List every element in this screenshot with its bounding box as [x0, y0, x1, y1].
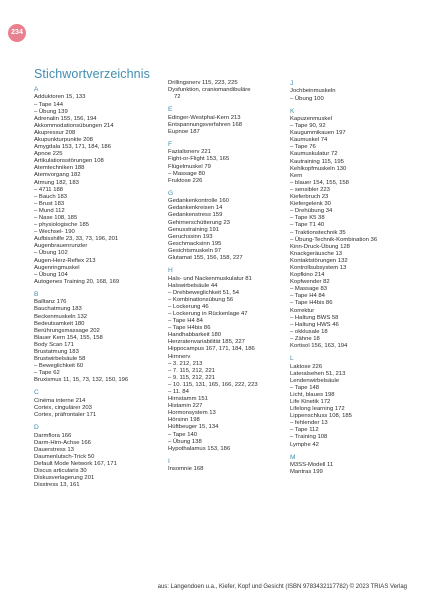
- index-entry: – 3. 212, 213: [168, 360, 203, 367]
- index-entry: Hippocampus 167, 171, 184, 186: [168, 346, 255, 353]
- index-letter-heading: B: [34, 290, 39, 298]
- index-entry: Mantras 199: [290, 469, 323, 476]
- index-entry: – Tape 112: [290, 427, 319, 434]
- source-footer: aus: Langendoen u.a., Kiefer, Kopf und Gesicht (ISBN 9783432117782) © 2023 TRIAS Verlag: [157, 584, 407, 590]
- index-entry: Gedankenkontrolle 160: [168, 198, 229, 205]
- index-entry: Adrenalin 155, 156, 194: [34, 115, 97, 122]
- index-entry: Kortisol 156, 163, 194: [290, 343, 348, 349]
- index-entry: – Training 108: [290, 434, 328, 441]
- index-entry: Kaumuskel 74: [290, 137, 328, 144]
- index-entry: Cortex, cingulärer 203: [34, 404, 92, 411]
- index-letter-heading: L: [290, 355, 294, 363]
- index-entry: Amygdala 153, 171, 184, 186: [34, 144, 111, 151]
- index-entry: Geschmacksinn 195: [168, 240, 222, 247]
- index-entry: Berührungsmassage 202: [34, 327, 100, 334]
- index-entry: Brustatmung 183: [34, 349, 79, 355]
- index-entry: Adduktoren 15, 133: [34, 94, 86, 101]
- index-entry: Kopfwender 82: [290, 279, 330, 286]
- index-entry: Knackgeräusche 13: [290, 250, 343, 257]
- index-entry: – Tape 144: [34, 101, 64, 108]
- index-entry: Glutamat 155, 156, 158, 227: [168, 255, 243, 261]
- index-entry: Edinger-Westphal-Kern 213: [168, 114, 241, 121]
- index-entry: – 9. 115, 212, 221: [168, 374, 216, 381]
- index-entry: Drillingsnerv 115, 223, 225: [168, 80, 238, 86]
- index-entry: Body Scan 171: [34, 341, 74, 348]
- index-entry: – Tape H4bis 86: [168, 325, 211, 332]
- index-entry: Handhabbarkeit 180: [168, 332, 222, 339]
- index-entry: 72: [174, 94, 181, 101]
- index-entry: Apnoe 225: [34, 151, 63, 158]
- index-column-1: [34, 86, 152, 489]
- index-entry: Hüftbeuger 15, 134: [168, 424, 219, 431]
- index-entry: Herzratenvariabilität 185, 227: [168, 339, 245, 346]
- index-entry: – Mund 112: [34, 207, 65, 214]
- index-entry: – Übung 104: [34, 271, 68, 278]
- index-entry: Fight-or-Flight 153, 165: [168, 156, 230, 163]
- index-entry: Life Kinetik 172: [290, 398, 331, 405]
- index-entry: Histamin 227: [168, 403, 203, 410]
- index-entry: Diskusverlagerung 201: [34, 475, 95, 482]
- index-entry: Jochbeinmuskeln: [290, 88, 336, 95]
- index-entry: – Lockerung 46: [168, 303, 209, 310]
- index-entry: Akkommodationsübungen 214: [34, 122, 114, 129]
- index-entry: – Lockerung in Rückenlage 47: [168, 310, 248, 317]
- index-letter-heading: I: [168, 457, 170, 465]
- index-entry: Hals- und Nackenmuskulatur 81: [168, 275, 252, 282]
- index-entry: Bedeutsamkeit 180: [34, 320, 85, 327]
- index-entry: Lymphe 42: [290, 441, 319, 448]
- index-entry: Entspannungsverfahren 168: [168, 121, 243, 128]
- index-entry: – Übung 100: [290, 95, 324, 102]
- index-entry: Flügelmuskel 79: [168, 163, 211, 170]
- index-entry: Kapuzenmuskel: [290, 116, 332, 122]
- index-letter-heading: D: [34, 424, 39, 432]
- index-entry: Daumenlutsch-Trick 50: [34, 453, 95, 460]
- index-entry: Bruxismus 11, 15, 73, 132, 150, 196: [34, 377, 129, 384]
- page-title: Stichwortverzeichnis: [34, 67, 150, 81]
- index-letter-heading: M: [290, 453, 296, 461]
- index-entry: Lendenwirbelsäule: [290, 377, 340, 384]
- index-entry: – Drehübung 34: [290, 208, 333, 215]
- index-entry: Darm-Hirn-Achse 166: [34, 439, 91, 446]
- index-entry: Gedankenstress 159: [168, 212, 223, 219]
- index-entry: Autogenes Training 20, 168, 169: [34, 278, 120, 285]
- index-entry: – Übung-Technik-Kombination 36: [290, 236, 378, 243]
- index-entry: Augenringmuskel: [34, 264, 80, 271]
- index-entry: Fruktose 226: [168, 177, 203, 184]
- index-entry: Kautraining 115, 195: [290, 158, 344, 165]
- index-entry: Hirnnerv: [168, 353, 191, 360]
- index-entry: Hormonsystem 13: [168, 410, 216, 417]
- index-entry: Brustwirbelsäule 58: [34, 356, 86, 363]
- index-column-3: [290, 80, 410, 476]
- index-entry: – Tape H4 84: [290, 293, 325, 300]
- index-entry: Dysfunktion, craniomandibuläre: [168, 87, 251, 94]
- index-entry: – blauer 154, 155, 158: [290, 179, 349, 186]
- index-entry: Atemvorgang 182: [34, 172, 81, 179]
- index-entry: Genusstraining 191: [168, 226, 220, 233]
- index-entry: – Bauch 183: [34, 193, 68, 200]
- page-number-badge: 234: [8, 24, 26, 42]
- index-entry: – Zähne 18: [290, 335, 320, 342]
- index-letter-heading: G: [168, 189, 174, 197]
- index-entry: – Nase 108, 185: [34, 215, 78, 221]
- index-entry: – Tape H4bis 86: [290, 300, 333, 307]
- index-entry: Kaumuskulatur 72: [290, 151, 338, 158]
- index-entry: – Übung 139: [34, 108, 68, 115]
- index-entry: – Übung 102: [34, 250, 68, 257]
- index-entry: Eupnoe 187: [168, 128, 200, 135]
- index-letter-heading: E: [168, 106, 173, 114]
- index-entry: – Traktionstechnik 35: [290, 229, 346, 236]
- index-entry: – Tape 148: [290, 384, 320, 391]
- index-entry: Kaugummikauen 197: [290, 130, 346, 137]
- index-entry: – Tape 62: [34, 370, 60, 377]
- index-entry: – Drehbeweglichkeit 51, 54: [168, 289, 240, 296]
- index-entry: Hypothalamus 153, 186: [168, 445, 231, 452]
- index-entry: – 11. 84: [168, 389, 189, 395]
- index-entry: Gedankenkreisen 14: [168, 205, 223, 212]
- index-entry: Geruchssinn 193: [168, 233, 213, 240]
- index-entry: Atmung 182, 183: [34, 179, 79, 186]
- index-entry: Balltanz 176: [34, 299, 67, 306]
- index-entry: – Tape K5 38: [290, 215, 325, 222]
- index-entry: Darmflora 166: [34, 432, 72, 439]
- index-entry: Gehirnerschütterung 23: [168, 219, 230, 226]
- index-entry: Kopfkino 214: [290, 272, 325, 279]
- index-entry: – 7. 115, 212, 221: [168, 367, 216, 374]
- index-entry: – physiologische 185: [34, 222, 90, 229]
- index-entry: Laktose 226: [290, 363, 323, 370]
- index-entry: – Tape H4 84: [168, 318, 203, 325]
- index-letter-heading: K: [290, 107, 295, 115]
- index-entry: Beckenmuskeln 132: [34, 313, 88, 320]
- index-entry: Akupressur 208: [34, 129, 76, 136]
- index-entry: – Beweglichkeit 60: [34, 363, 84, 370]
- index-entry: Atemtechniken 188: [34, 165, 85, 172]
- index-entry: Kontaktstörungen 132: [290, 257, 348, 264]
- index-entry: Kern: [290, 172, 303, 179]
- index-entry: Akupunkturpunkte 208: [34, 136, 93, 143]
- index-entry: Kieferbruch 23: [290, 194, 329, 201]
- index-entry: – Tape 90, 92: [290, 123, 326, 130]
- index-entry: Cinéma interne 214: [34, 397, 86, 404]
- index-entry: Augen-Herz-Reflex 213: [34, 257, 96, 264]
- index-entry: – Tape T1 40: [290, 222, 325, 229]
- index-entry: – Haltung BWS 58: [290, 314, 339, 321]
- index-entry: – Tape 140: [168, 431, 198, 438]
- index-entry: Kiefergelenk 30: [290, 201, 331, 208]
- index-letter-heading: F: [168, 140, 173, 148]
- index-entry: Lateralsehen 51, 213: [290, 370, 346, 377]
- index-entry: – Übung 138: [168, 438, 202, 445]
- index-letter-heading: H: [168, 267, 173, 275]
- index-letter-heading: C: [34, 389, 39, 397]
- index-entry: M3SS-Modell 11: [290, 462, 334, 469]
- index-entry: Cortex, präfrontaler 171: [34, 412, 97, 419]
- index-entry: – Massage 80: [168, 170, 206, 177]
- index-entry: – 10. 115, 131, 165, 166, 222, 223: [168, 381, 258, 388]
- index-entry: Discus articularis 30: [34, 468, 87, 475]
- index-entry: Halswirbelsäule 44: [168, 282, 218, 289]
- index-entry: – okklusale 18: [290, 328, 328, 335]
- index-entry: Default Mode Network 167, 171: [34, 460, 117, 467]
- index-entry: – Massage 83: [290, 286, 328, 293]
- index-entry: Kontrollsubsystem 13: [290, 264, 347, 271]
- index-entry: Licht, blaues 198: [290, 391, 335, 398]
- index-entry: Aufbisshilfe 23, 33, 73, 196, 201: [34, 236, 119, 243]
- index-entry: Kehlkopfmuskeln 130: [290, 165, 347, 172]
- index-entry: – Kombinationsübung 56: [168, 296, 234, 303]
- index-entry: Fazialisnerv 221: [168, 149, 211, 156]
- index-entry: Insomnie 168: [168, 466, 204, 473]
- index-letter-heading: A: [34, 86, 39, 93]
- index-entry: Blauer Kern 154, 155, 158: [34, 334, 103, 341]
- index-entry: Lippenschluss 108, 185: [290, 413, 352, 420]
- index-entry: – sensibler 223: [290, 186, 330, 193]
- index-letter-heading: J: [290, 80, 294, 87]
- index-column-2: [168, 80, 290, 473]
- index-entry: Lifelong learning 172: [290, 406, 345, 413]
- index-entry: Disstress 13, 161: [34, 482, 80, 489]
- index-entry: – 4711 188: [34, 186, 64, 193]
- index-entry: Kinn-Druck-Übung 128: [290, 243, 350, 250]
- index-entry: – Haltung HWS 46: [290, 321, 339, 328]
- index-entry: Hirnstamm 151: [168, 396, 208, 403]
- index-entry: – Wechsel- 190: [34, 229, 75, 236]
- index-entry: Dauerstress 13: [34, 446, 74, 453]
- index-entry: Bauchatmung 183: [34, 306, 82, 313]
- index-entry: Artikulationsstörungen 108: [34, 158, 104, 165]
- index-entry: – Tape 76: [290, 144, 316, 151]
- index-entry: – Brust 183: [34, 200, 65, 207]
- index-entry: Gesichtsmuskeln 97: [168, 247, 222, 254]
- index-entry: Korrektur: [290, 307, 315, 314]
- index-entry: Hörsinn 198: [168, 417, 200, 424]
- index-entry: Augenbrauenrunzler: [34, 243, 88, 250]
- index-entry: – fehlender 13: [290, 420, 328, 427]
